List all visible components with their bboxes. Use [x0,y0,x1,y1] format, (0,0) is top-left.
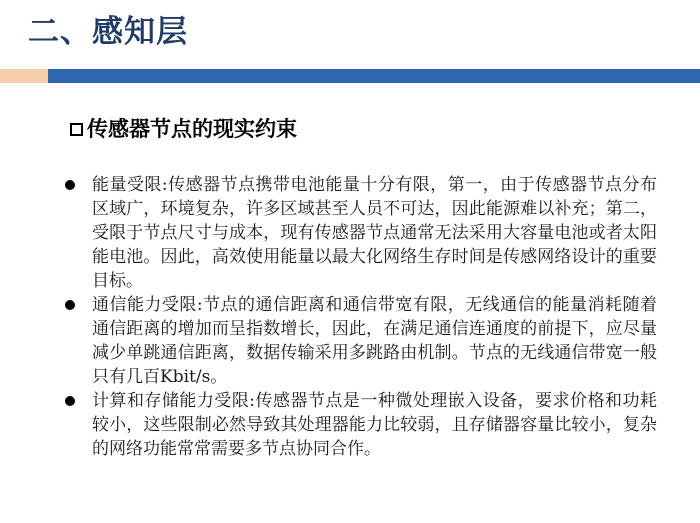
bullet-dot-icon [65,300,75,310]
hollow-square-icon [70,123,83,136]
header-divider-bar [48,69,700,83]
bullet-text: 计算和存储能力受限:传感器节点是一种微处理嵌入设备，要求价格和功耗较小，这些限制必然导致其处理器能力比较弱，且存储器容量比较小，复杂的网络功能常常需要多节点协同合作。 [92,391,657,459]
bullet-text: 能量受限:传感器节点携带电池能量十分有限，第一，由于传感器节点分布区域广，环境复杂，许多区域甚至人员不可达，因此能源难以补充；第二，受限于节点尺寸与成本，现有传感器节点通常无法采用大容量电池或者太阳能电池。因此，高效使用能量以最大化网络生存时间是传感网络设计的重要目标。 [92,175,657,291]
bullet-item-computing-storage [65,389,657,461]
section-heading-text: 传感器节点的现实约束 [87,116,297,141]
bullet-dot-icon [65,180,75,190]
bullet-text: 通信能力受限:节点的通信距离和通信带宽有限，无线通信的能量消耗随着通信距离的增加而呈指数增长，因此，在满足通信连通度的前提下，应尽量减少单跳通信距离，数据传输采用多跳路由机制。节点的无线通信带宽一般只有几百Kbit/s。 [92,295,657,387]
bullet-dot-icon [65,396,75,406]
slide-title: 二、感知层 [28,14,188,50]
section-heading [70,113,297,143]
bullet-list [65,173,657,461]
bullet-item-energy [65,173,657,293]
bullet-item-communication [65,293,657,389]
header-accent-bar [0,69,48,83]
